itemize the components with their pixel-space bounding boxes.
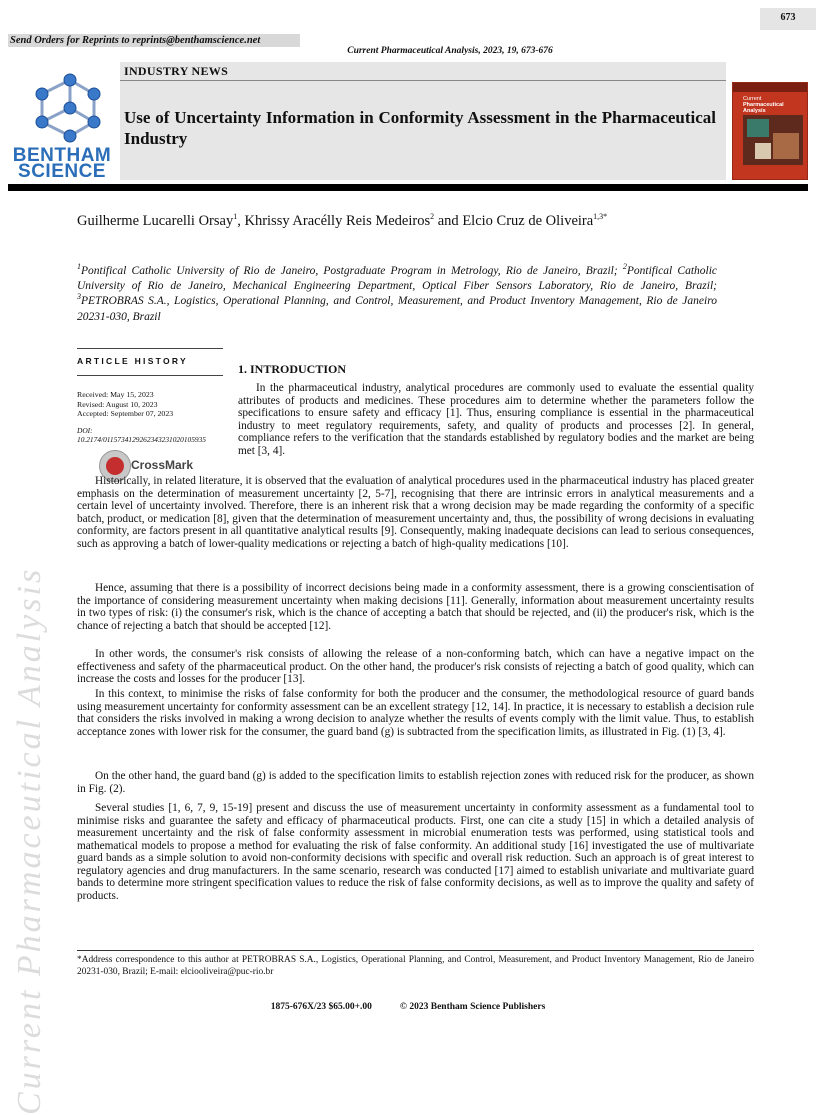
author-name: Khrissy Aracélly Reis Medeiros — [244, 213, 431, 229]
header-divider — [8, 184, 808, 191]
affiliations: $^1$Pontifical Catholic University of Rio de Janeiro, Postgraduate Program in Metrology, Rio de Janeiro, Brazil; $^2$Pontifical Catholic University of Rio de Janeiro, Mechanical Engineering Department, Optical Fiber Sensors Laboratory, Rio de Janeiro, Brazil; $^3$PETROBRAS S.A., Logistics, Operational Planning, and Control, Measurement, and Product Inventory Management, Rio de Janeiro 20231-030, Brazil — [77, 262, 718, 323]
publication-footer — [200, 1002, 616, 1012]
doi[interactable]: DOI: 10.2174/0115734129262343231020105935 — [77, 426, 206, 445]
author-name: Guilherme Lucarelli Orsay — [77, 213, 234, 229]
body-paragraph: In other words, the consumer's risk consists of allowing the release of a non-conforming batch, which can have a negative impact on the effectiveness and safety of the pharmaceutical product. On the other hand, the producer's risk consists of rejecting a batch of good quality, which can increase the costs and losses for the producer [13]. — [77, 648, 754, 685]
section-heading: 1. INTRODUCTION — [238, 362, 347, 376]
article-history-dates: Received: May 15, 2023 Revised: August 10, 2023 Accepted: September 07, 2023 — [77, 390, 174, 419]
author-name: Elcio Cruz de Oliveira — [462, 213, 594, 229]
cover-title: Current Pharmaceutical Analysis — [743, 96, 784, 114]
body-paragraph: In the pharmaceutical industry, analytical procedures are commonly used to evaluate the essential quality attributes of products and medicines. These procedures aim to determine whether the parameters follow the specifications to ensure safety and efficacy [1]. Thus, ensuring compliance is essential in the pharmaceutical industry to meet regulatory requirements, safety, and quality of products and processes [2]. In general, compliance refers to the verification that the standards established by regulatory bodies and the market are being met [3, 4]. — [238, 382, 754, 457]
reprints-notice[interactable]: Send Orders for Reprints to reprints@benthamscience.net — [8, 34, 300, 47]
article-history-heading: ARTICLE HISTORY — [77, 356, 189, 366]
journal-name: Current Pharmaceutical Analysis — [347, 46, 479, 56]
cover-banner — [733, 83, 807, 92]
crossmark-badge[interactable]: CrossMark — [99, 450, 199, 482]
journal-volume: 19 — [506, 46, 517, 56]
page-number: 673 — [760, 8, 816, 30]
divider — [120, 80, 726, 81]
body-paragraph: On the other hand, the guard band (g) is added to the specification limits to establish rejection zones with reduced risk for the producer, as shown in Fig. (2). — [77, 770, 754, 795]
divider — [77, 950, 754, 951]
body-paragraph: Several studies [1, 6, 7, 9, 15-19] present and discuss the use of measurement uncertainty in conformity assessment as a fundamental tool to minimise risks and guarantee the safety and efficacy of pharmaceutical products. First, one can cite a study [15] in which a detailed analysis of measurement uncertainty and the risk of false conformity assessment in microbial enumeration tests was performed, using statistical tools and mathematical models to propose a method for evaluating the risk of false conformity. An additional study [16] investigated the use of multivariate guard bands as a simple solution to avoid non-conformity decisions with specific and overall risk reduction. Such an approach is of great interest to regulatory agencies and drug manufacturers. In the same scenario, research was conducted [17] aimed to establish univariate and multivariate guard bands to determine more stringent specification values to reduce the risk of false conformity decisions, as well as to improve the quality and safety of products. — [77, 802, 754, 902]
correspondence-footnote: *Address correspondence to this author at PETROBRAS S.A., Logistics, Operational Planning, and Control, Measurement, and Product Inventory Management, Rio de Janeiro 20231-030, Brazil; E-mail: elciooliveira@puc-rio.br — [77, 955, 754, 977]
body-paragraph: In this context, to minimise the risks of false conformity for both the producer and the consumer, the methodological resource of guard bands using measurement uncertainty for conformity assessment can be an excellent strategy [12, 14]. In practice, it is necessary to establish a decision rule that considers the risks involved in making a wrong decision to analyze whether the results of events comply with the limit value. Thus, to establish acceptance zones with lower risk for the consumer, the guard band (g) is subtracted from the specification limits, as illustrated in Fig. (1) [3, 4]. — [77, 688, 754, 738]
divider — [77, 348, 223, 349]
side-watermark: Current Pharmaceutical Analysis — [11, 566, 48, 1115]
divider — [77, 375, 223, 376]
article-title: Use of Uncertainty Information in Conformity Assessment in the Pharmaceutical Industry — [124, 108, 716, 148]
publisher-logo-text: BENTHAM SCIENCE — [12, 145, 112, 182]
issn-price: 1875-676X/23 $65.00+.00 — [270, 1002, 372, 1012]
author-list: Guilherme Lucarelli Orsay$^1$, Khrissy Aracélly Reis Medeiros$^2$ and Elcio Cruz de Oliveira$^{1,3*}$ — [77, 212, 608, 229]
body-paragraph: Hence, assuming that there is a possibility of incorrect decisions being made in a conformity assessment, there is a growing conscientisation of the importance of considering measurement uncertainty when making decisions [11]. Generally, information about measurement uncertainty results in two types of risk: (i) the consumer's risk, which is the chance of accepting a batch that should be rejected, and (ii) the producer's risk, which is the chance of rejecting a batch that should be accepted [12]. — [77, 582, 754, 632]
copyright: © 2023 Bentham Science Publishers — [399, 1002, 546, 1012]
section-type: INDUSTRY NEWS — [124, 64, 229, 78]
journal-citation: Current Pharmaceutical Analysis, 2023, 19, 673-676 — [347, 46, 553, 56]
journal-cover[interactable] — [732, 82, 808, 180]
body-paragraph: Historically, in related literature, it is observed that the evaluation of analytical procedures used in the pharmaceutical industry has placed greater emphasis on the determination of measurement uncertainty [2, 5-7], recognising that there are intrinsic errors in analytical measurements and a certain level of uncertainty involved. Therefore, there is an inherent risk that a wrong decision may be made regarding the conformity of a specific batch, product, or medication [8], given that the determination of measurement uncertainty and, thus, the possibility of wrong decisions in evaluating conformity, are factors present in all quantitative analytical results [9]. Consequently, making inadequate decisions can lead to serious consequences, such as approving a batch of lower-quality medications or rejecting a batch of high-quality medications [10]. — [77, 475, 754, 550]
